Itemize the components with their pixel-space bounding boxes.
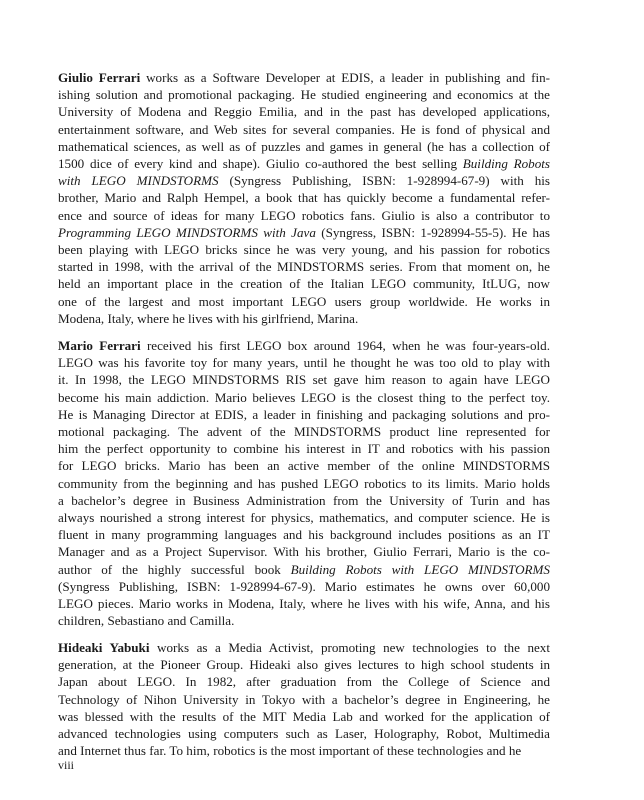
text-line (58, 742, 550, 759)
text-run: ence and source of ideas for many LEGO robotics fans. Giulio is also a contributor to (58, 207, 550, 223)
text-line (58, 121, 550, 138)
author-bio-hideaki-yabuki (58, 639, 550, 759)
text-run: He is Managing Director at EDIS, a leader in finishing and packaging solutions and pro- (58, 406, 550, 422)
text-line (58, 725, 550, 742)
text-run: held an important place in the creation of the Italian LEGO community, ItLUG, now (58, 276, 550, 292)
text-run: LEGO pieces. Mario works in Modena, Italy, where he lives with his wife, Anna, and his (58, 596, 550, 612)
text-run: received his first LEGO box around 1964, when he was four-years-old. (140, 338, 551, 353)
text-run: was blessed with the results of the MIT Media Lab and worked for the application of (58, 708, 550, 724)
text-line (58, 138, 550, 155)
text-line (58, 371, 550, 388)
text-run: (Syngress Publishing, ISBN: 1-928994-67-9). Mario estimates he owns over 60,000 (58, 578, 550, 594)
text-line (58, 708, 550, 725)
text-run: author of the highly successful book (58, 561, 291, 577)
text-run: (Syngress Publishing, ISBN: 1-928994-67-9) with his (218, 173, 550, 189)
text-run: children, Sebastiano and Camilla. (58, 613, 235, 629)
book-title: with LEGO MINDSTORMS (58, 173, 219, 189)
text-line (58, 207, 550, 224)
text-line (58, 673, 550, 690)
text-run: ishing solution and promotional packaging. He studied engineering and economics at the (58, 87, 550, 103)
text-run: Manager and as a Project Supervisor. With his brother, Giulio Ferrari, Mario is the co- (58, 544, 550, 560)
text-line (58, 189, 550, 206)
text-run: one of the largest and most important LEGO users group worldwide. He works in (58, 293, 550, 309)
text-line (58, 103, 550, 120)
text-line (58, 275, 550, 292)
text-line (58, 337, 550, 354)
text-run: (Syngress, ISBN: 1-928994-55-5). He has (315, 224, 550, 240)
text-run: Modena, Italy, where he lives with his girlfriend, Marina. (58, 310, 359, 326)
text-run: always nourished a strong interest for physics, mathematics, and computer science. He is (58, 510, 550, 526)
text-line (58, 241, 550, 258)
text-line (58, 492, 550, 509)
text-line (58, 86, 550, 103)
text-run: advanced technologies using computers such as Laser, Holography, Robot, Multimedia (58, 726, 550, 742)
text-line (58, 691, 550, 708)
text-run: brother, Mario and Ralph Hempel, a book that has quickly become a fundamental refer- (58, 190, 550, 206)
text-run: it. In 1998, the LEGO MINDSTORMS RIS set gave him reason to again have LEGO (58, 372, 550, 388)
text-run: 1500 dice of every kind and shape). Giulio co-authored the best selling (58, 156, 463, 172)
text-run: Japan about LEGO. In 1982, after graduation from the College of Science and (58, 674, 550, 690)
text-line (58, 354, 550, 371)
page-number: viii (58, 758, 75, 772)
text-line (58, 423, 550, 440)
text-line (58, 224, 550, 241)
text-line (58, 389, 550, 406)
text-line (58, 258, 550, 275)
text-line (58, 440, 550, 457)
text-line (58, 561, 550, 578)
book-title: Programming LEGO MINDSTORMS with Java (58, 224, 316, 240)
text-run: works as a Software Developer at EDIS, a leader in publishing and fin- (140, 70, 550, 85)
text-line (58, 595, 550, 612)
text-run: works as a Media Activist, promoting new technologies to the next (149, 640, 550, 655)
text-line (58, 310, 550, 327)
text-line (58, 475, 550, 492)
text-run: Technology of Nihon University in Tokyo with a bachelor’s degree in Engineering, he (58, 691, 550, 707)
text-line (58, 457, 550, 474)
text-line (58, 69, 550, 86)
text-run: fluent in many programming languages and his background includes positions as an IT (58, 527, 550, 543)
book-title: Building Robots (462, 156, 550, 172)
author-name: Mario Ferrari (58, 338, 141, 353)
author-bio-giulio-ferrari (58, 69, 550, 327)
author-name: Hideaki Yabuki (58, 640, 150, 655)
text-run: community from the beginning and has pushed LEGO robotics to its limits. Mario holds (58, 475, 550, 491)
author-bio-mario-ferrari (58, 337, 550, 629)
text-line (58, 639, 550, 656)
text-line (58, 543, 550, 560)
text-run: started in 1998, with the arrival of the MINDSTORMS series. From that moment on, he (58, 259, 550, 275)
text-line (58, 612, 550, 629)
text-run: a bachelor’s degree in Business Administration from the University of Turin and has (58, 492, 550, 508)
text-line (58, 526, 550, 543)
text-line (58, 656, 550, 673)
text-run: mathematical sciences, as well as of puzzles and games in general (he has a collection of (58, 138, 550, 154)
text-run: motional packaging. The advent of the MINDSTORMS product line represented for (58, 424, 550, 440)
text-run: become his main addiction. Mario believes LEGO is the closest thing to the perfect toy. (58, 389, 550, 405)
text-run: University of Modena and Reggio Emilia, and in the past has developed applications, (58, 104, 550, 120)
text-run: entertainment software, and Web sites for several companies. He is fond of physical and (58, 121, 550, 137)
text-run: and Internet thus far. To him, robotics is the most important of these technologies and he (58, 743, 522, 759)
text-line (58, 155, 550, 172)
author-name: Giulio Ferrari (58, 70, 141, 85)
text-line (58, 406, 550, 423)
book-title: Building Robots with LEGO MINDSTORMS (290, 561, 550, 577)
text-line (58, 172, 550, 189)
text-run: for LEGO bricks. Mario has been an active member of the online MINDSTORMS (58, 458, 550, 474)
text-run: him the perfect opportunity to combine his interest in IT and robotics with his passion (58, 441, 550, 457)
text-line (58, 509, 550, 526)
text-line (58, 293, 550, 310)
text-run: generation, at the Pioneer Group. Hideaki also gives lectures to high school students in (58, 657, 550, 673)
text-run: been playing with LEGO bricks since he was very young, and his passion for robotics (58, 242, 550, 258)
text-line (58, 578, 550, 595)
text-run: LEGO was his favorite toy for many years, until he thought he was too old to play with (58, 355, 550, 371)
